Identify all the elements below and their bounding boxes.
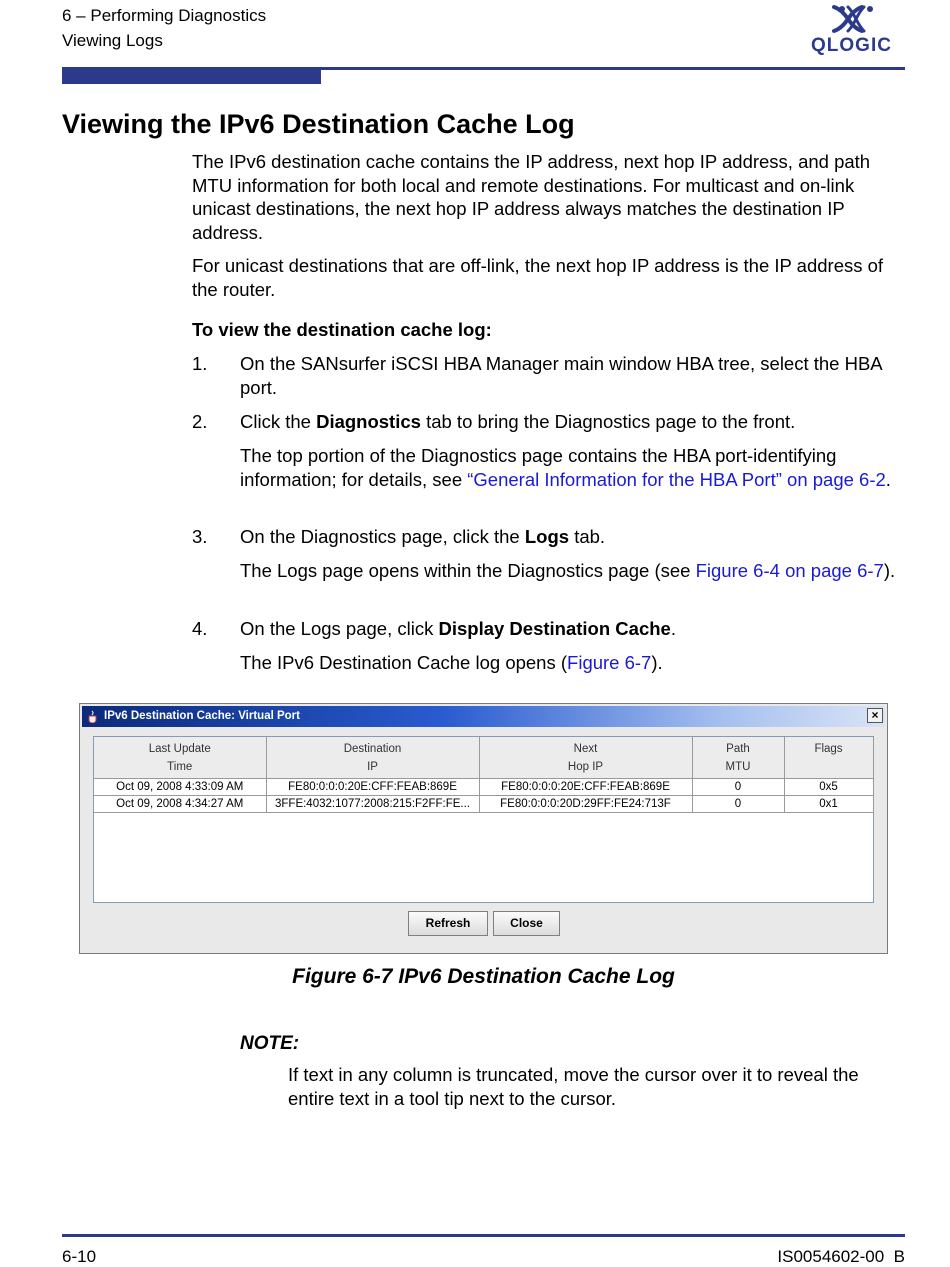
step-2-text — [240, 410, 905, 434]
step-1-text: On the SANsurfer iSCSI HBA Manager main window HBA tree, select the HBA port. — [240, 353, 882, 398]
step-3-detail-post: ). — [883, 560, 896, 581]
cell-last-update: Oct 09, 2008 4:34:27 AM — [94, 796, 266, 813]
dialog-titlebar[interactable] — [82, 706, 885, 727]
refresh-button[interactable]: Refresh — [408, 911, 488, 936]
cell-flags: 0x1 — [784, 796, 873, 813]
general-info-link[interactable]: “General Information for the HBA Port” on page 6-2 — [467, 468, 886, 490]
step-3-text — [240, 525, 905, 549]
header-section: Viewing Logs — [62, 31, 163, 50]
figure-6-4-link[interactable]: Figure 6-4 on page 6-7 — [695, 560, 884, 581]
column-header-flags[interactable]: Flags — [784, 737, 873, 779]
cell-flags: 0x5 — [784, 779, 873, 796]
step-4-bold: Display Destination Cache — [438, 618, 671, 639]
table-header-row — [94, 737, 873, 779]
step-4-detail-pre: The IPv6 Destination Cache log opens ( — [240, 652, 568, 673]
qlogic-logo — [808, 3, 900, 59]
step-4-post: . — [670, 618, 676, 639]
column-header-destination-ip[interactable]: Destination IP — [266, 737, 479, 779]
step-2-bold: Diagnostics — [316, 411, 421, 432]
step-3-pre: On the Diagnostics page, click the — [240, 526, 525, 547]
cell-path-mtu: 0 — [692, 779, 784, 796]
header-rule-accent — [62, 68, 321, 84]
qlogic-logo-mark — [808, 3, 900, 35]
step-2-detail — [240, 444, 905, 491]
table-row[interactable] — [94, 796, 873, 813]
close-button[interactable]: Close — [493, 911, 560, 936]
cell-last-update: Oct 09, 2008 4:33:09 AM — [94, 779, 266, 796]
column-header-path-mtu[interactable]: Path MTU — [692, 737, 784, 779]
cell-destination-ip: FE80:0:0:0:20E:CFF:FEAB:869E — [266, 779, 479, 796]
column-header-next-hop-ip[interactable]: Next Hop IP — [479, 737, 692, 779]
intro-paragraph-2: For unicast destinations that are off-link, the next hop IP address is the IP address of the router. — [192, 255, 884, 300]
cell-destination-ip: 3FFE:4032:1077:2008:215:F2FF:FE... — [266, 796, 479, 813]
destination-cache-dialog — [79, 703, 888, 954]
step-4-detail — [240, 651, 905, 675]
step-4-text — [240, 617, 905, 641]
document-id: IS0054602-00 B — [777, 1247, 905, 1266]
logo-text: QLOGIC — [811, 35, 892, 56]
note-label: NOTE: — [240, 1033, 300, 1054]
note-text: If text in any column is truncated, move the cursor over it to reveal the entire text in a tool tip next to the cursor. — [288, 1064, 859, 1109]
figure-6-7-link[interactable]: Figure 6-7 — [567, 652, 652, 673]
step-2-detail-post: . — [885, 468, 891, 490]
cell-next-hop-ip: FE80:0:0:0:20E:CFF:FEAB:869E — [479, 779, 692, 796]
procedure-heading: To view the destination cache log: — [192, 319, 492, 340]
step-2-number: 2. — [192, 411, 208, 432]
column-header-last-update[interactable]: Last Update Time — [94, 737, 266, 779]
java-cup-icon — [87, 710, 99, 723]
step-2-detail-pre: The top portion of the Diagnostics page contains the HBA port-identifying information; for details, see — [240, 445, 837, 490]
cache-table — [93, 736, 874, 903]
table-row[interactable] — [94, 779, 873, 796]
header-chapter: 6 – Performing Diagnostics — [62, 6, 267, 25]
dialog-title: IPv6 Destination Cache: Virtual Port — [104, 710, 300, 722]
step-3-bold: Logs — [524, 526, 570, 547]
step-3-number: 3. — [192, 526, 208, 547]
step-4-detail-post: ). — [651, 652, 663, 673]
step-1-number: 1. — [192, 353, 208, 374]
page-title: Viewing the IPv6 Destination Cache Log — [62, 109, 575, 139]
step-4-number: 4. — [192, 618, 208, 639]
step-2-post: tab to bring the Diagnostics page to the front. — [420, 411, 796, 432]
step-4-pre: On the Logs page, click — [240, 618, 439, 639]
step-2-pre: Click the — [240, 411, 317, 432]
cell-next-hop-ip: FE80:0:0:0:20D:29FF:FE24:713F — [479, 796, 692, 813]
intro-paragraph-1: The IPv6 destination cache contains the IP address, next hop IP address, and path MTU information for both local and remote destinations. For multicast and on-link unicast destinations, the next hop IP address always matches the destination IP address. — [192, 151, 871, 243]
step-3-detail — [240, 559, 905, 583]
footer-rule — [62, 1234, 905, 1237]
figure-caption: Figure 6-7 IPv6 Destination Cache Log — [292, 965, 675, 988]
step-3-detail-pre: The Logs page opens within the Diagnostics page (see — [240, 560, 696, 581]
step-3-post: tab. — [569, 526, 606, 547]
cache-table-grid — [94, 737, 874, 813]
cell-path-mtu: 0 — [692, 796, 784, 813]
page-number: 6-10 — [62, 1247, 97, 1266]
close-icon[interactable]: × — [867, 708, 883, 723]
